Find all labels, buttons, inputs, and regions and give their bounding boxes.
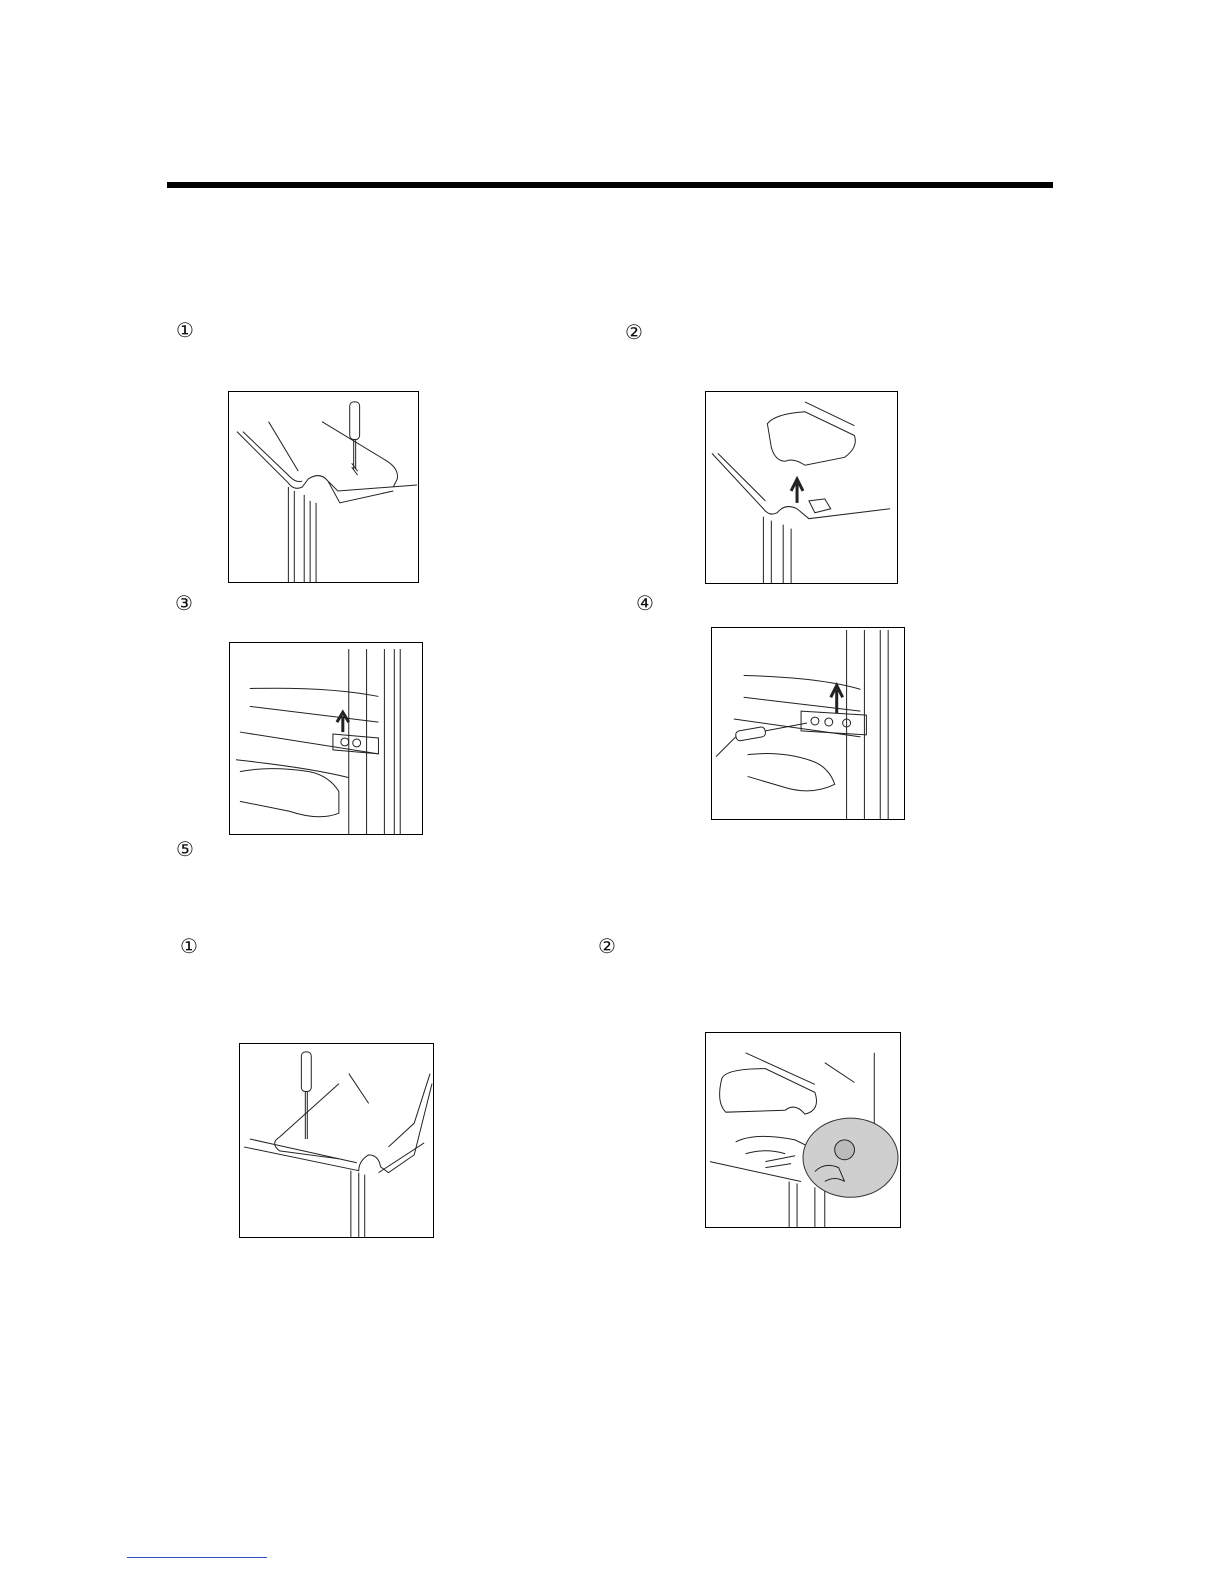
hinge-plate: [333, 734, 379, 754]
figure-a1-drawing: [229, 392, 418, 582]
figure-a2-drawing: [706, 392, 897, 583]
header-rule: [167, 182, 1053, 188]
figure-a2: [705, 391, 898, 584]
figure-a3-drawing: [230, 643, 422, 834]
screwdriver-handle: [350, 402, 360, 440]
figure-a4-drawing: [712, 628, 904, 819]
lift-arrow: [791, 479, 803, 503]
footer-link-underline: [127, 1557, 267, 1558]
step-a5-marker: ⑤: [176, 837, 194, 861]
figure-b2: [705, 1032, 901, 1228]
hinge-cover: [720, 1069, 817, 1115]
lift-arrow: [337, 712, 349, 732]
screwdriver-handle: [301, 1052, 311, 1092]
step-a2-marker: ②: [625, 320, 643, 344]
figure-a3: [229, 642, 423, 835]
hinge-plate: [801, 711, 866, 735]
step-b2-marker: ②: [598, 934, 616, 958]
figure-b1-drawing: [240, 1044, 433, 1237]
step-a4-marker: ④: [636, 591, 654, 615]
figure-a4: [711, 627, 905, 820]
step-b1-marker: ①: [180, 934, 198, 958]
screwdriver-handle: [735, 726, 766, 741]
step-a1-marker: ①: [176, 318, 194, 342]
figure-a1: [228, 391, 419, 583]
wire-arrows: [765, 1156, 795, 1168]
step-a3-marker: ③: [175, 591, 193, 615]
figure-b2-drawing: [706, 1033, 900, 1227]
figure-b1: [239, 1043, 434, 1238]
